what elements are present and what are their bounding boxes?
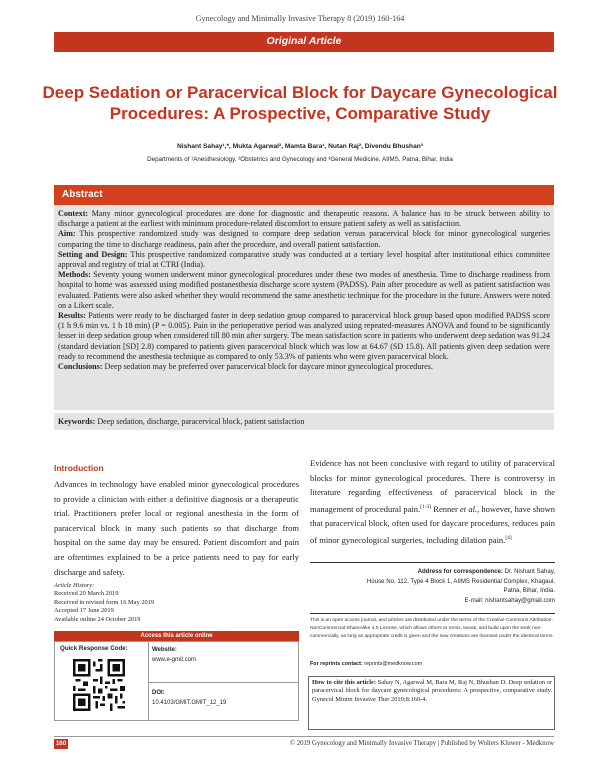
correspondence-line-1: Address for correspondence: Dr. Nishant Sahay, [417,568,555,575]
affiliations: Departments of ¹Anesthesiology, ²Obstetrics and Gynecology and ³General Medicine, AIIMS, Patna, Bihar, India [147,156,453,163]
keywords: Keywords: Deep sedation, discharge, paracervical block, patient satisfaction [58,417,305,426]
article-type: Original Article [266,35,342,47]
page-number-box [54,739,68,749]
history-revised: Received in revised form 16 May 2019 [54,598,155,606]
abstract-aim: Aim: This prospective randomized study was designed to compare deep sedation versus paracervical block for minor gynecological surgeries comparing the time to discharge readiness, pain after the procedure, and overall patient satisfaction. [58,229,550,249]
access-online-bar [54,631,299,641]
abstract-heading-bar [54,185,554,205]
correspondence-line-2: House No. 112, Type 4 Block 1, AIIMS Residential Complex, Khagaul, [366,577,555,585]
doi-label: DOI: [152,690,165,696]
license-text: This is an open access journal, and articles are distributed under the terms of the Creative Commons Attribution-NonCommercial-ShareAlike 4.0 License, which allows others to remix, tweak, and build upon the work non-commercially, as long as appropriate credit is given and the new creations are licensed under the identical terms. [310,618,554,639]
abstract-heading: Abstract [62,189,103,200]
abstract-setting: Setting and Design: This prospective randomized comparative study was conducted at a tertiary level hospital after institutional ethics committee approval and registry of trial at CTRI (India). [58,249,550,270]
abstract-conclusions: Conclusions: Deep sedation may be preferred over paracervical block for daycare minor gynecological procedures. [58,362,433,372]
history-received: Received 20 March 2019 [54,590,119,598]
history-accepted: Accepted 17 June 2019 [54,607,114,615]
reprints-email[interactable]: reprints@medknow.com [362,661,423,667]
article-title [40,82,560,124]
abstract-methods: Methods: Seventy young women underwent minor gynecological procedures under these two modes of anesthesia. Time to discharge readiness from hospital to home was assessed using modified postanesthesia discharge score system (PADSS). Pain after procedure as well as patient satisfaction was evaluated. Patients were also asked whether they would recommend the same anesthetic technique for the procedure in the future. Answers were noted on a Likert scale. [58,270,550,310]
access-online-label: Access this article online [140,633,213,639]
introduction-text-right: Evidence has not been conclusive with regard to utility of paracervical blocks for minor gynecological procedures. There is controversy in literature regarding effectiveness of paracervical block in the management of procedural pain.[1-3] Renner et al., however, have shown that paracervical block, often used for daycare procedures, reduces pain of minor gynecological surgeries, including dilation pain.[4] [310,458,555,545]
footer-rule [54,736,554,737]
title-line-2: Procedures: A Prospective, Comparative Study [109,104,491,123]
qr-code-icon[interactable] [73,659,125,711]
doi-link[interactable]: 10.4103/GMIT.GMIT_12_19 [152,700,227,706]
access-table-divider [148,641,149,721]
citation-text: How to cite this article: Sahay N, Agarwal M, Bara M, Raj N, Bhushan D. Deep sedation or paracervical block for daycare gynecological procedures: A prospective, comparative study. Gynecol Minim Invasive Ther 2019;8:160-4. [312,679,552,703]
correspondence [310,567,555,605]
citation-ref[interactable]: [4] [505,534,512,541]
access-table-row-divider [148,682,299,683]
history-heading: Article History: [54,582,95,589]
correspondence-line-3: Patna, Bihar, India. [503,587,555,595]
correspondence-rule [310,562,555,563]
citation-ref[interactable]: [1-3] [420,503,432,510]
introduction-heading: Introduction [54,463,104,473]
introduction-text: Advances in technology have enabled minor gynecological procedures to provide a clinician with either a definitive diagnosis or a therapeutic trial. Practitioners prefer local or regional anesthesia in the form of paracervical block in many such patients so that discharge from hospital on the same day may be ensured. Patient discomfort and pain are oftentimes explained to be a price patients need to pay for early discharge and safety. [54,479,299,577]
qr-label: Quick Response Code: [60,645,128,652]
footer-copyright: © 2019 Gynecology and Minimally Invasive Therapy | Published by Wolters Kluwer - Medknow [289,740,554,747]
correspondence-email[interactable]: E-mail: nishantsahay@gmail.com [464,596,555,604]
website-link[interactable]: www.e-gmit.com [152,657,197,663]
abstract-body [58,209,550,372]
history-online: Available online 24 October 2019 [54,615,141,623]
reprints: For reprints contact: reprints@medknow.com [310,661,423,667]
article-history [54,582,299,624]
abstract-context: Context: Many minor gynecological procedures are done for diagnostic and therapeutic reasons. A balance has to be struck between ability to discharge a patient at the earliest with minimum procedure-related discomfort to ensure patient safety as well as satisfaction. [58,209,550,229]
journal-header: Gynecology and Minimally Invasive Therapy 8 (2019) 160-164 [195,14,405,23]
authors: Nishant Sahay¹,*, Mukta Agarwal², Mamta Bara¹, Nutan Raj², Divendu Bhushan³ [177,143,423,150]
title-line-1: Deep Sedation or Paracervical Block for Daycare Gynecological [42,83,558,102]
website-label: Website: [152,647,177,653]
abstract-results: Results: Patients were ready to be discharged faster in deep sedation group compared to paracervical block group based upon modified PADSS score (1 h 9.6 min vs. 1 h 18 min) (P = 0.005). Pain in the perioperative period was analyzed using repeated-measures ANOVA and found to be significantly lesser in deep sedation group when considered till 80 min after surgery. The mean satisfaction score in patients who underwent deep sedation was 91.24 (standard deviation [SD] 2.8) compared to patients given paracervical block which was low at 64.67 (SD 15.8). All patients given deep sedation were ready to recommend the anesthesia technique as compared to only 53.3% of patients who were given paracervical block. [58,311,550,361]
page-number: 160 [55,740,67,747]
